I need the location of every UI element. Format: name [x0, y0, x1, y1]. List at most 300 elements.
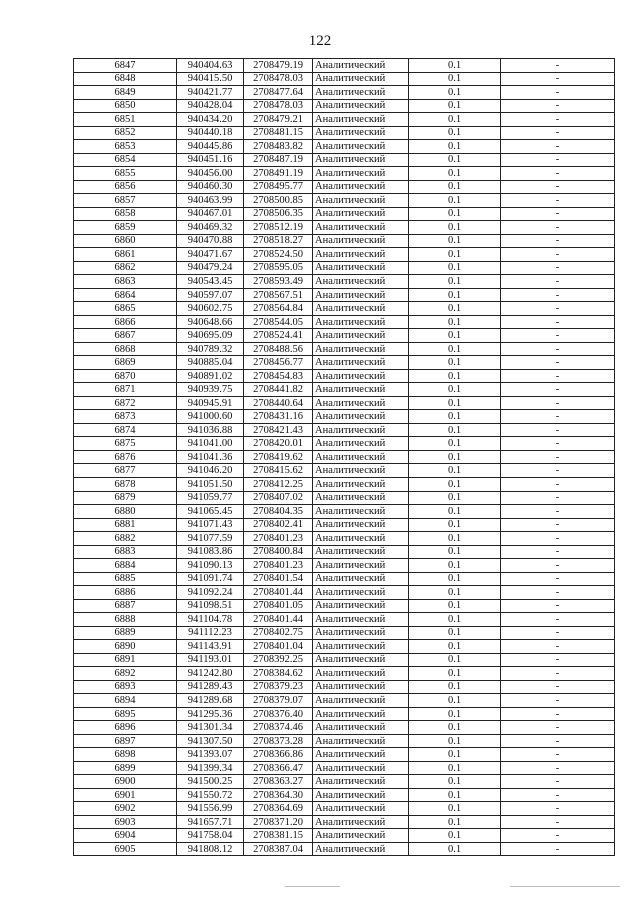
x-coordinate-cell: 940469.32: [177, 221, 244, 235]
y-coordinate-cell: 2708500.85: [244, 194, 313, 208]
x-coordinate-cell: 940460.30: [177, 180, 244, 194]
x-coordinate-cell: 941112.23: [177, 626, 244, 640]
point-number-cell: 6857: [74, 194, 177, 208]
method-cell: Аналитический: [313, 86, 409, 100]
x-coordinate-cell: 940434.20: [177, 113, 244, 127]
table-row: [74, 694, 615, 708]
x-coordinate-cell: 941301.34: [177, 721, 244, 735]
method-cell: Аналитический: [313, 72, 409, 86]
point-number-cell: 6876: [74, 450, 177, 464]
method-cell: Аналитический: [313, 356, 409, 370]
point-number-cell: 6881: [74, 518, 177, 532]
empty-value-cell: -: [501, 275, 615, 289]
empty-value-cell: -: [501, 505, 615, 519]
table-row: [74, 721, 615, 735]
method-cell: Аналитический: [313, 207, 409, 221]
coordinates-table-body: [74, 59, 615, 856]
empty-value-cell: -: [501, 356, 615, 370]
accuracy-cell: 0.1: [409, 423, 501, 437]
method-cell: Аналитический: [313, 586, 409, 600]
accuracy-cell: 0.1: [409, 613, 501, 627]
accuracy-cell: 0.1: [409, 842, 501, 856]
x-coordinate-cell: 940415.50: [177, 72, 244, 86]
y-coordinate-cell: 2708374.46: [244, 721, 313, 735]
y-coordinate-cell: 2708376.40: [244, 707, 313, 721]
x-coordinate-cell: 941193.01: [177, 653, 244, 667]
empty-value-cell: -: [501, 721, 615, 735]
point-number-cell: 6865: [74, 302, 177, 316]
y-coordinate-cell: 2708412.25: [244, 477, 313, 491]
empty-value-cell: -: [501, 748, 615, 762]
accuracy-cell: 0.1: [409, 99, 501, 113]
empty-value-cell: -: [501, 842, 615, 856]
accuracy-cell: 0.1: [409, 599, 501, 613]
x-coordinate-cell: 940456.00: [177, 167, 244, 181]
method-cell: Аналитический: [313, 140, 409, 154]
method-cell: Аналитический: [313, 99, 409, 113]
table-row: [74, 302, 615, 316]
y-coordinate-cell: 2708431.16: [244, 410, 313, 424]
empty-value-cell: -: [501, 153, 615, 167]
empty-value-cell: -: [501, 802, 615, 816]
y-coordinate-cell: 2708415.62: [244, 464, 313, 478]
method-cell: Аналитический: [313, 532, 409, 546]
accuracy-cell: 0.1: [409, 707, 501, 721]
point-number-cell: 6866: [74, 315, 177, 329]
accuracy-cell: 0.1: [409, 437, 501, 451]
empty-value-cell: -: [501, 99, 615, 113]
x-coordinate-cell: 941242.80: [177, 667, 244, 681]
y-coordinate-cell: 2708421.43: [244, 423, 313, 437]
accuracy-cell: 0.1: [409, 477, 501, 491]
empty-value-cell: -: [501, 369, 615, 383]
x-coordinate-cell: 940445.86: [177, 140, 244, 154]
accuracy-cell: 0.1: [409, 653, 501, 667]
y-coordinate-cell: 2708401.05: [244, 599, 313, 613]
table-row: [74, 586, 615, 600]
x-coordinate-cell: 941046.20: [177, 464, 244, 478]
y-coordinate-cell: 2708564.84: [244, 302, 313, 316]
x-coordinate-cell: 941091.74: [177, 572, 244, 586]
method-cell: Аналитический: [313, 748, 409, 762]
y-coordinate-cell: 2708478.03: [244, 99, 313, 113]
x-coordinate-cell: 940421.77: [177, 86, 244, 100]
table-row: [74, 59, 615, 73]
empty-value-cell: -: [501, 59, 615, 73]
accuracy-cell: 0.1: [409, 667, 501, 681]
table-row: [74, 748, 615, 762]
point-number-cell: 6854: [74, 153, 177, 167]
table-row: [74, 572, 615, 586]
x-coordinate-cell: 940695.09: [177, 329, 244, 343]
y-coordinate-cell: 2708506.35: [244, 207, 313, 221]
x-coordinate-cell: 941104.78: [177, 613, 244, 627]
method-cell: Аналитический: [313, 721, 409, 735]
empty-value-cell: -: [501, 667, 615, 681]
empty-value-cell: -: [501, 221, 615, 235]
empty-value-cell: -: [501, 410, 615, 424]
empty-value-cell: -: [501, 545, 615, 559]
method-cell: Аналитический: [313, 423, 409, 437]
x-coordinate-cell: 940891.02: [177, 369, 244, 383]
empty-value-cell: -: [501, 450, 615, 464]
empty-value-cell: -: [501, 707, 615, 721]
y-coordinate-cell: 2708454.83: [244, 369, 313, 383]
x-coordinate-cell: 941051.50: [177, 477, 244, 491]
method-cell: Аналитический: [313, 126, 409, 140]
y-coordinate-cell: 2708401.23: [244, 559, 313, 573]
table-row: [74, 194, 615, 208]
point-number-cell: 6885: [74, 572, 177, 586]
method-cell: Аналитический: [313, 410, 409, 424]
accuracy-cell: 0.1: [409, 505, 501, 519]
accuracy-cell: 0.1: [409, 126, 501, 140]
y-coordinate-cell: 2708524.41: [244, 329, 313, 343]
table-row: [74, 532, 615, 546]
empty-value-cell: -: [501, 261, 615, 275]
method-cell: Аналитический: [313, 599, 409, 613]
empty-value-cell: -: [501, 586, 615, 600]
accuracy-cell: 0.1: [409, 59, 501, 73]
point-number-cell: 6888: [74, 613, 177, 627]
method-cell: Аналитический: [313, 329, 409, 343]
y-coordinate-cell: 2708481.15: [244, 126, 313, 140]
y-coordinate-cell: 2708379.23: [244, 680, 313, 694]
empty-value-cell: -: [501, 626, 615, 640]
x-coordinate-cell: 941556.99: [177, 802, 244, 816]
accuracy-cell: 0.1: [409, 207, 501, 221]
method-cell: Аналитический: [313, 261, 409, 275]
accuracy-cell: 0.1: [409, 680, 501, 694]
y-coordinate-cell: 2708407.02: [244, 491, 313, 505]
y-coordinate-cell: 2708544.05: [244, 315, 313, 329]
table-row: [74, 788, 615, 802]
table-row: [74, 761, 615, 775]
point-number-cell: 6886: [74, 586, 177, 600]
accuracy-cell: 0.1: [409, 829, 501, 843]
y-coordinate-cell: 2708379.07: [244, 694, 313, 708]
x-coordinate-cell: 940885.04: [177, 356, 244, 370]
x-coordinate-cell: 940479.24: [177, 261, 244, 275]
y-coordinate-cell: 2708364.30: [244, 788, 313, 802]
y-coordinate-cell: 2708479.21: [244, 113, 313, 127]
x-coordinate-cell: 940467.01: [177, 207, 244, 221]
x-coordinate-cell: 941550.72: [177, 788, 244, 802]
accuracy-cell: 0.1: [409, 221, 501, 235]
method-cell: Аналитический: [313, 707, 409, 721]
method-cell: Аналитический: [313, 167, 409, 181]
method-cell: Аналитический: [313, 302, 409, 316]
method-cell: Аналитический: [313, 788, 409, 802]
method-cell: Аналитический: [313, 437, 409, 451]
table-row: [74, 167, 615, 181]
point-number-cell: 6859: [74, 221, 177, 235]
accuracy-cell: 0.1: [409, 721, 501, 735]
method-cell: Аналитический: [313, 491, 409, 505]
empty-value-cell: -: [501, 234, 615, 248]
empty-value-cell: -: [501, 613, 615, 627]
table-row: [74, 599, 615, 613]
empty-value-cell: -: [501, 734, 615, 748]
table-row: [74, 342, 615, 356]
x-coordinate-cell: 940440.18: [177, 126, 244, 140]
empty-value-cell: -: [501, 72, 615, 86]
empty-value-cell: -: [501, 653, 615, 667]
x-coordinate-cell: 941090.13: [177, 559, 244, 573]
point-number-cell: 6878: [74, 477, 177, 491]
x-coordinate-cell: 940543.45: [177, 275, 244, 289]
table-row: [74, 734, 615, 748]
method-cell: Аналитический: [313, 234, 409, 248]
y-coordinate-cell: 2708595.05: [244, 261, 313, 275]
x-coordinate-cell: 941289.43: [177, 680, 244, 694]
x-coordinate-cell: 941393.07: [177, 748, 244, 762]
table-row: [74, 559, 615, 573]
empty-value-cell: -: [501, 180, 615, 194]
accuracy-cell: 0.1: [409, 396, 501, 410]
accuracy-cell: 0.1: [409, 545, 501, 559]
method-cell: Аналитический: [313, 667, 409, 681]
accuracy-cell: 0.1: [409, 450, 501, 464]
point-number-cell: 6877: [74, 464, 177, 478]
table-row: [74, 802, 615, 816]
point-number-cell: 6890: [74, 640, 177, 654]
accuracy-cell: 0.1: [409, 261, 501, 275]
empty-value-cell: -: [501, 86, 615, 100]
scan-artifact: [510, 886, 620, 887]
x-coordinate-cell: 941307.50: [177, 734, 244, 748]
method-cell: Аналитический: [313, 275, 409, 289]
accuracy-cell: 0.1: [409, 626, 501, 640]
empty-value-cell: -: [501, 694, 615, 708]
point-number-cell: 6880: [74, 505, 177, 519]
method-cell: Аналитический: [313, 464, 409, 478]
empty-value-cell: -: [501, 491, 615, 505]
x-coordinate-cell: 941098.51: [177, 599, 244, 613]
table-row: [74, 640, 615, 654]
accuracy-cell: 0.1: [409, 86, 501, 100]
empty-value-cell: -: [501, 140, 615, 154]
accuracy-cell: 0.1: [409, 518, 501, 532]
point-number-cell: 6849: [74, 86, 177, 100]
method-cell: Аналитический: [313, 59, 409, 73]
accuracy-cell: 0.1: [409, 72, 501, 86]
method-cell: Аналитический: [313, 802, 409, 816]
empty-value-cell: -: [501, 396, 615, 410]
method-cell: Аналитический: [313, 450, 409, 464]
y-coordinate-cell: 2708401.23: [244, 532, 313, 546]
table-row: [74, 491, 615, 505]
point-number-cell: 6893: [74, 680, 177, 694]
table-row: [74, 113, 615, 127]
point-number-cell: 6874: [74, 423, 177, 437]
empty-value-cell: -: [501, 518, 615, 532]
empty-value-cell: -: [501, 829, 615, 843]
y-coordinate-cell: 2708371.20: [244, 815, 313, 829]
point-number-cell: 6863: [74, 275, 177, 289]
accuracy-cell: 0.1: [409, 410, 501, 424]
table-row: [74, 613, 615, 627]
accuracy-cell: 0.1: [409, 315, 501, 329]
empty-value-cell: -: [501, 248, 615, 262]
table-row: [74, 153, 615, 167]
accuracy-cell: 0.1: [409, 464, 501, 478]
y-coordinate-cell: 2708401.44: [244, 613, 313, 627]
x-coordinate-cell: 941399.34: [177, 761, 244, 775]
point-number-cell: 6851: [74, 113, 177, 127]
y-coordinate-cell: 2708479.19: [244, 59, 313, 73]
empty-value-cell: -: [501, 207, 615, 221]
point-number-cell: 6883: [74, 545, 177, 559]
method-cell: Аналитический: [313, 221, 409, 235]
table-row: [74, 680, 615, 694]
x-coordinate-cell: 941083.86: [177, 545, 244, 559]
point-number-cell: 6898: [74, 748, 177, 762]
point-number-cell: 6872: [74, 396, 177, 410]
table-row: [74, 667, 615, 681]
x-coordinate-cell: 941092.24: [177, 586, 244, 600]
empty-value-cell: -: [501, 288, 615, 302]
accuracy-cell: 0.1: [409, 369, 501, 383]
accuracy-cell: 0.1: [409, 194, 501, 208]
empty-value-cell: -: [501, 126, 615, 140]
method-cell: Аналитический: [313, 842, 409, 856]
accuracy-cell: 0.1: [409, 491, 501, 505]
y-coordinate-cell: 2708364.69: [244, 802, 313, 816]
point-number-cell: 6891: [74, 653, 177, 667]
method-cell: Аналитический: [313, 369, 409, 383]
x-coordinate-cell: 941758.04: [177, 829, 244, 843]
point-number-cell: 6900: [74, 775, 177, 789]
point-number-cell: 6853: [74, 140, 177, 154]
empty-value-cell: -: [501, 815, 615, 829]
method-cell: Аналитический: [313, 559, 409, 573]
x-coordinate-cell: 941808.12: [177, 842, 244, 856]
table-row: [74, 329, 615, 343]
table-row: [74, 383, 615, 397]
accuracy-cell: 0.1: [409, 140, 501, 154]
x-coordinate-cell: 941289.68: [177, 694, 244, 708]
method-cell: Аналитический: [313, 315, 409, 329]
table-row: [74, 626, 615, 640]
y-coordinate-cell: 2708373.28: [244, 734, 313, 748]
point-number-cell: 6887: [74, 599, 177, 613]
accuracy-cell: 0.1: [409, 248, 501, 262]
table-row: [74, 72, 615, 86]
point-number-cell: 6895: [74, 707, 177, 721]
empty-value-cell: -: [501, 775, 615, 789]
method-cell: Аналитический: [313, 342, 409, 356]
point-number-cell: 6855: [74, 167, 177, 181]
page-number: 122: [308, 33, 332, 49]
y-coordinate-cell: 2708401.04: [244, 640, 313, 654]
table-row: [74, 842, 615, 856]
y-coordinate-cell: 2708512.19: [244, 221, 313, 235]
accuracy-cell: 0.1: [409, 383, 501, 397]
x-coordinate-cell: 940602.75: [177, 302, 244, 316]
y-coordinate-cell: 2708524.50: [244, 248, 313, 262]
scan-artifact: [285, 886, 340, 887]
y-coordinate-cell: 2708495.77: [244, 180, 313, 194]
table-row: [74, 261, 615, 275]
point-number-cell: 6869: [74, 356, 177, 370]
point-number-cell: 6903: [74, 815, 177, 829]
x-coordinate-cell: 941036.88: [177, 423, 244, 437]
empty-value-cell: -: [501, 532, 615, 546]
point-number-cell: 6894: [74, 694, 177, 708]
method-cell: Аналитический: [313, 572, 409, 586]
table-row: [74, 518, 615, 532]
point-number-cell: 6892: [74, 667, 177, 681]
x-coordinate-cell: 940648.66: [177, 315, 244, 329]
y-coordinate-cell: 2708419.62: [244, 450, 313, 464]
y-coordinate-cell: 2708387.04: [244, 842, 313, 856]
x-coordinate-cell: 941000.60: [177, 410, 244, 424]
point-number-cell: 6871: [74, 383, 177, 397]
accuracy-cell: 0.1: [409, 788, 501, 802]
x-coordinate-cell: 940404.63: [177, 59, 244, 73]
table-row: [74, 140, 615, 154]
accuracy-cell: 0.1: [409, 586, 501, 600]
accuracy-cell: 0.1: [409, 694, 501, 708]
table-row: [74, 221, 615, 235]
x-coordinate-cell: 941065.45: [177, 505, 244, 519]
method-cell: Аналитический: [313, 694, 409, 708]
x-coordinate-cell: 941041.00: [177, 437, 244, 451]
table-row: [74, 653, 615, 667]
table-row: [74, 505, 615, 519]
method-cell: Аналитический: [313, 775, 409, 789]
point-number-cell: 6873: [74, 410, 177, 424]
empty-value-cell: -: [501, 437, 615, 451]
point-number-cell: 6868: [74, 342, 177, 356]
point-number-cell: 6860: [74, 234, 177, 248]
table-row: [74, 815, 615, 829]
accuracy-cell: 0.1: [409, 180, 501, 194]
y-coordinate-cell: 2708366.86: [244, 748, 313, 762]
table-row: [74, 248, 615, 262]
x-coordinate-cell: 940428.04: [177, 99, 244, 113]
point-number-cell: 6867: [74, 329, 177, 343]
accuracy-cell: 0.1: [409, 559, 501, 573]
y-coordinate-cell: 2708384.62: [244, 667, 313, 681]
method-cell: Аналитический: [313, 518, 409, 532]
x-coordinate-cell: 940470.88: [177, 234, 244, 248]
x-coordinate-cell: 941041.36: [177, 450, 244, 464]
empty-value-cell: -: [501, 572, 615, 586]
x-coordinate-cell: 940471.67: [177, 248, 244, 262]
method-cell: Аналитический: [313, 194, 409, 208]
y-coordinate-cell: 2708518.27: [244, 234, 313, 248]
point-number-cell: 6899: [74, 761, 177, 775]
point-number-cell: 6870: [74, 369, 177, 383]
y-coordinate-cell: 2708366.47: [244, 761, 313, 775]
accuracy-cell: 0.1: [409, 288, 501, 302]
point-number-cell: 6858: [74, 207, 177, 221]
table-row: [74, 396, 615, 410]
table-row: [74, 423, 615, 437]
table-row: [74, 315, 615, 329]
point-number-cell: 6904: [74, 829, 177, 843]
table-row: [74, 707, 615, 721]
x-coordinate-cell: 941295.36: [177, 707, 244, 721]
table-row: [74, 356, 615, 370]
point-number-cell: 6875: [74, 437, 177, 451]
method-cell: Аналитический: [313, 680, 409, 694]
table-row: [74, 180, 615, 194]
accuracy-cell: 0.1: [409, 761, 501, 775]
table-row: [74, 464, 615, 478]
